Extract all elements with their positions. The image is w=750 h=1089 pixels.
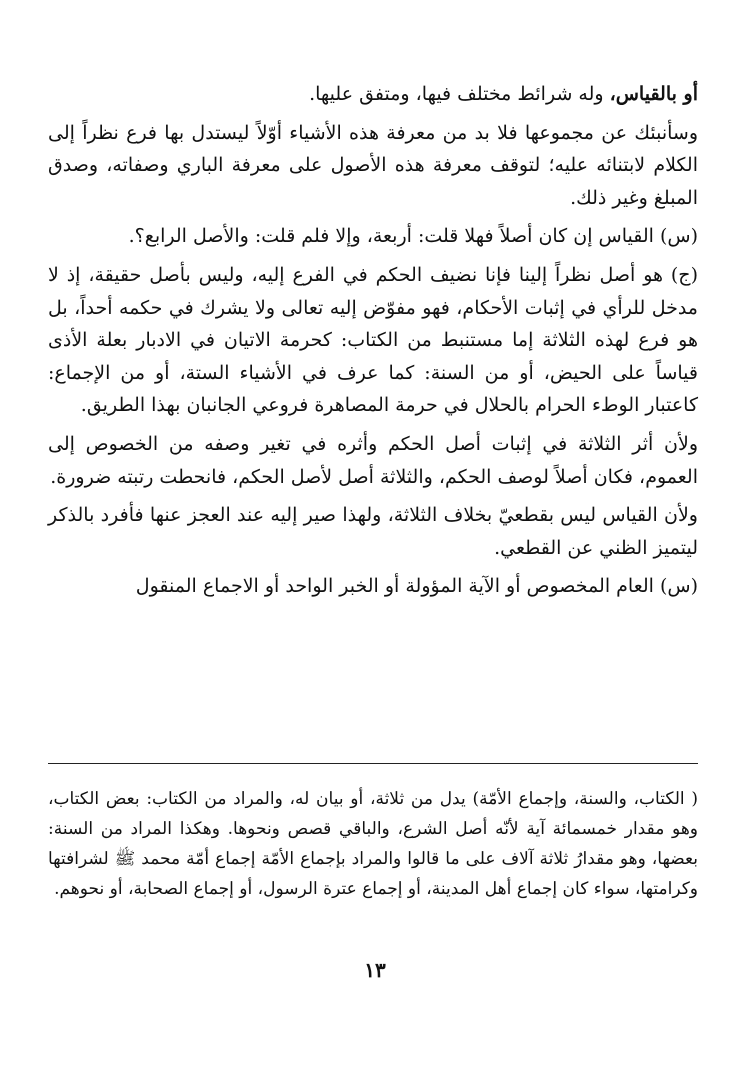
paragraph-text: ولأن أثر الثلاثة في إثبات أصل الحكم وأثره في تغير وصفه من الخصوص إلى العموم، فكان أصلاً لوصف الحكم، والثلاثة أصل لأصل الحكم، فانحطت رتبته ضرورة.	[48, 432, 698, 488]
paragraph-text: وله شرائط مختلف فيها، ومتفق عليها.	[309, 83, 610, 105]
paragraph-text: (س) القياس إن كان أصلاً فهلا قلت: أربعة، وإلا فلم قلت: والأصل الرابع؟.	[128, 225, 698, 248]
paragraph-5	[48, 428, 698, 493]
paragraph-1	[48, 78, 698, 111]
paragraph-7	[48, 570, 698, 603]
page-number: ١٣	[364, 958, 386, 982]
paragraph-2	[48, 117, 698, 215]
paragraph-6	[48, 499, 698, 564]
footnote-text: ( الكتاب، والسنة، وإجماع الأمّة) يدل من ثلاثة، أو بيان له، والمراد من الكتاب: بعض الكتاب، وهو مقدار خمسمائة آية لأنّه أصل الشرع، والباقي قصص ونحوها. وهكذا المراد من السنة: بعضها، وهو مقدارُ ثلاثة آلاف على ما قالوا والمراد بإجماع الأمّة إجماع أمّة محمد ﷺ لشرافتها وكرامتها، سواء كان إجماع أهل المدينة، أو إجماع عترة الرسول، أو إجماع الصحابة، أو نحوهم.	[48, 789, 698, 899]
paragraph-3	[48, 220, 698, 253]
footnote	[48, 784, 698, 904]
main-text	[48, 78, 698, 609]
footnote-divider	[48, 763, 698, 764]
paragraph-4	[48, 259, 698, 422]
paragraph-text: (س) العام المخصوص أو الآية المؤولة أو الخبر الواحد أو الاجماع المنقول	[135, 575, 698, 598]
paragraph-lead: أو بالقياس،	[609, 83, 698, 105]
paragraph-text: (ج) هو أصل نظراً إلينا فإنا نضيف الحكم في الفرع إليه، وليس بأصل حقيقة، إذ لا مدخل للرأي في إثبات الأحكام، فهو مفوّض إليه تعالى ولا يشرك في حكمه أحداً، بل هو فرع لهذه الثلاثة إما مستنبط من الكتاب: كحرمة الاتيان في الادبار بعلة الأذى قياساً على الحيض، أو من السنة: كما عرف في الأشياء الستة، أو من الإجماع: كاعتبار الوطء الحرام بالحلال في حرمة المصاهرة فروعي الجانبان بهذا الطريق.	[48, 263, 698, 417]
paragraph-text: ولأن القياس ليس بقطعيّ بخلاف الثلاثة، ولهذا صير إليه عند العجز عنها فأفرد بالذكر ليتميز الظني عن القطعي.	[48, 504, 698, 559]
paragraph-text: وسأنبئك عن مجموعها فلا بد من معرفة هذه الأشياء أوّلاً ليستدل بها فرع نظراً إلى الكلام لابتنائه عليه؛ لتوقف معرفة هذه الأصول على معرفة الباري وصفاته، وصدق المبلغ وغير ذلك.	[48, 121, 698, 209]
